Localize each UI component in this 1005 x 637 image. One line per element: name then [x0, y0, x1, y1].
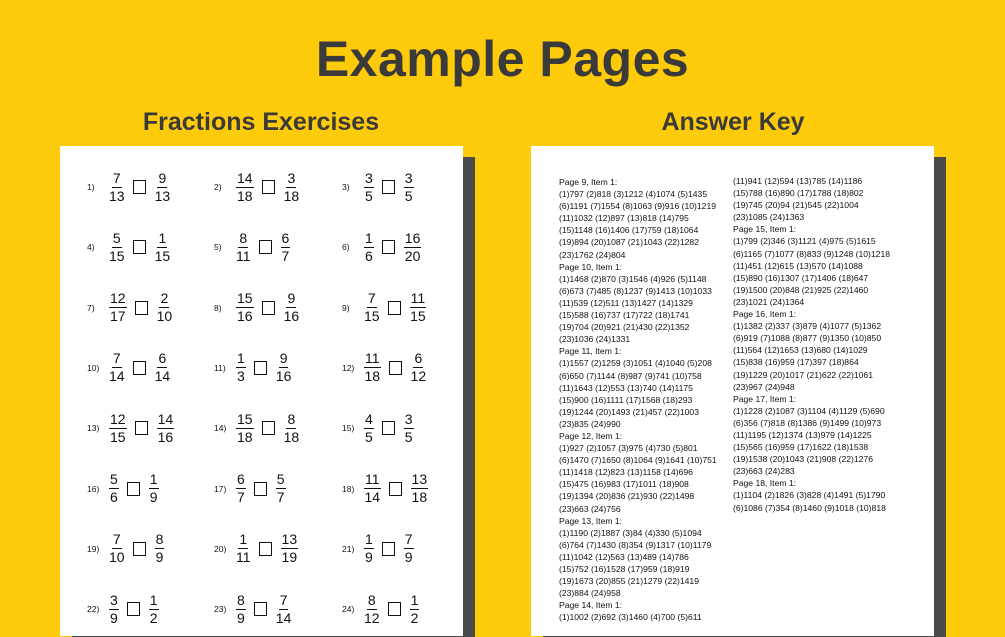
- answer-section-header: Page 18, Item 1:: [733, 478, 797, 489]
- problem-item: [342, 587, 421, 631]
- comparison-box: [389, 482, 402, 496]
- fraction-left: [236, 532, 251, 565]
- answer-line: (11)564 (12)1653 (13)680 (14)1029: [733, 345, 868, 356]
- problem-number: 17): [214, 483, 227, 494]
- problem-item: [214, 165, 301, 209]
- fraction-right: [284, 412, 300, 445]
- problem-item: [342, 346, 428, 390]
- fraction-left: [364, 351, 381, 384]
- problem-number: 9): [342, 302, 350, 313]
- fraction-left: [109, 171, 125, 204]
- numerator: 1: [149, 591, 158, 608]
- fraction-right: [284, 291, 300, 324]
- numerator: 8: [155, 531, 164, 548]
- answer-line: (6)1191 (7)1554 (8)1063 (9)916 (10)1219: [559, 201, 717, 212]
- numerator: 4: [365, 410, 373, 427]
- numerator: 3: [110, 591, 118, 608]
- comparison-box: [254, 602, 267, 616]
- numerator: 1: [158, 229, 167, 246]
- denominator: 9: [365, 549, 373, 566]
- answer-line: (6)764 (7)1430 (8)354 (9)1317 (10)1179: [559, 539, 712, 550]
- fractions-exercises-heading: Fractions Exercises: [142, 108, 380, 136]
- problem-item: [87, 346, 172, 390]
- fraction-right: [410, 593, 420, 626]
- answer-line: (1)1002 (2)692 (3)1460 (4)700 (5)611: [559, 612, 702, 623]
- answer-line: (23)1036 (24)1331: [559, 334, 631, 345]
- answer-section-header: Page 9, Item 1:: [559, 177, 618, 187]
- comparison-box: [262, 301, 275, 315]
- denominator: 11: [236, 247, 251, 264]
- answer-line: (11)1032 (12)897 (13)818 (14)795: [559, 213, 689, 224]
- denominator: 9: [404, 549, 413, 566]
- fraction-right: [411, 351, 427, 384]
- problem-number: 12): [342, 362, 355, 373]
- answer-section-header: Page 12, Item 1:: [559, 430, 623, 441]
- fraction-left: [364, 412, 374, 445]
- fraction-left: [236, 351, 246, 384]
- numerator: 8: [239, 229, 248, 246]
- answer-line: (23)967 (24)948: [733, 381, 795, 392]
- answer-section-header: Page 11, Item 1:: [559, 346, 622, 357]
- comparison-box: [133, 542, 146, 556]
- comparison-box: [133, 240, 146, 254]
- answer-line: (11)1418 (12)823 (13)1158 (14)696: [559, 467, 693, 478]
- answer-line: (6)1086 (7)354 (8)1460 (9)1018 (10)818: [733, 502, 886, 513]
- answer-section-header: Page 13, Item 1:: [559, 515, 623, 526]
- fraction-left: [109, 351, 125, 384]
- fraction-right: [155, 532, 165, 565]
- answer-section-header: Page 15, Item 1:: [733, 224, 797, 235]
- numerator: 9: [158, 169, 167, 186]
- answer-line: (19)1394 (20)836 (21)930 (22)1498: [559, 491, 695, 502]
- worksheet-page: [60, 146, 463, 636]
- denominator: 19: [281, 549, 298, 566]
- fraction-right: [155, 231, 171, 264]
- problem-item: [342, 225, 423, 269]
- fraction-right: [404, 532, 414, 565]
- denominator: 18: [364, 368, 381, 385]
- answer-line: (15)588 (16)737 (17)722 (18)1741: [559, 310, 690, 321]
- fraction-left: [236, 412, 254, 445]
- numerator: 15: [237, 290, 253, 307]
- comparison-box: [127, 602, 140, 616]
- numerator: 1: [365, 229, 373, 246]
- problem-item: [342, 527, 416, 571]
- answer-section-header: Page 14, Item 1:: [559, 600, 623, 611]
- comparison-box: [262, 421, 275, 435]
- answer-line: (15)565 (16)959 (17)1622 (18)1538: [733, 442, 869, 453]
- answer-line: (15)1148 (16)1406 (17)759 (18)1064: [559, 225, 699, 236]
- fraction-left: [109, 291, 127, 324]
- problem-item: [87, 165, 172, 209]
- problem-item: [214, 406, 301, 450]
- answer-line: (23)884 (24)958: [559, 588, 621, 599]
- numerator: 5: [276, 471, 285, 487]
- answer-line: (6)1165 (7)1077 (8)833 (9)1248 (10)1218: [733, 248, 891, 259]
- numerator: 15: [237, 410, 253, 427]
- answer-line: (15)752 (16)1528 (17)959 (18)919: [559, 564, 690, 574]
- answer-line: (1)1382 (2)337 (3)879 (4)1077 (5)1362: [733, 321, 882, 332]
- denominator: 14: [275, 609, 292, 626]
- problem-number: 5): [214, 242, 222, 253]
- denominator: 15: [154, 247, 171, 264]
- numerator: 7: [279, 591, 288, 608]
- problem-number: 19): [87, 543, 100, 554]
- problem-number: 14): [214, 423, 227, 434]
- answer-line: (1)927 (2)1057 (3)975 (4)730 (5)801: [559, 443, 698, 454]
- denominator: 16: [157, 428, 174, 445]
- numerator: 2: [160, 290, 169, 307]
- numerator: 7: [112, 531, 121, 548]
- answer-line: (11)1042 (12)563 (13)489 (14)786: [559, 551, 689, 562]
- numerator: 6: [158, 350, 167, 367]
- denominator: 9: [155, 549, 164, 566]
- denominator: 18: [237, 428, 253, 445]
- numerator: 8: [367, 591, 376, 608]
- answer-line: (23)1085 (24)1363: [733, 212, 805, 223]
- problem-item: [214, 346, 293, 390]
- numerator: 3: [287, 169, 296, 186]
- fraction-left: [236, 472, 246, 505]
- comparison-box: [388, 602, 401, 616]
- problem-number: 10): [87, 362, 100, 373]
- numerator: 12: [110, 410, 126, 427]
- denominator: 14: [154, 368, 171, 385]
- denominator: 17: [110, 308, 126, 325]
- fraction-left: [364, 231, 374, 264]
- numerator: 3: [365, 169, 373, 186]
- comparison-box: [127, 482, 140, 496]
- fraction-right: [404, 171, 414, 204]
- fraction-left: [236, 593, 246, 626]
- answer-line: (23)663 (24)756: [559, 503, 621, 514]
- answer-column-1: [559, 176, 717, 623]
- comparison-box: [382, 240, 395, 254]
- numerator: 7: [112, 169, 121, 186]
- fraction-left: [236, 231, 251, 264]
- numerator: 12: [110, 290, 126, 307]
- problem-number: 6): [342, 242, 350, 253]
- fraction-left: [109, 231, 125, 264]
- comparison-box: [388, 301, 401, 315]
- problem-number: 16): [87, 483, 100, 494]
- comparison-box: [135, 421, 148, 435]
- answer-line: (15)890 (16)1307 (17)1406 (18)647: [733, 272, 869, 283]
- problem-number: 3): [342, 182, 350, 192]
- problem-number: 1): [87, 182, 95, 192]
- denominator: 16: [237, 308, 253, 325]
- problem-item: [87, 406, 176, 450]
- answer-line: (1)1104 (2)1826 (3)828 (4)1491 (5)1790: [733, 490, 886, 501]
- denominator: 14: [364, 489, 381, 505]
- problem-item: [214, 286, 301, 330]
- denominator: 14: [109, 368, 125, 385]
- denominator: 2: [149, 609, 158, 626]
- denominator: 15: [364, 308, 380, 325]
- numerator: 9: [279, 350, 288, 367]
- numerator: 5: [112, 229, 121, 246]
- answer-line: (23)1021 (24)1364: [733, 296, 805, 307]
- numerator: 1: [410, 591, 419, 608]
- answer-line: (1)1468 (2)870 (3)1546 (4)926 (5)1148: [559, 273, 707, 284]
- problem-number: 22): [87, 604, 100, 615]
- answer-line: (11)941 (12)594 (13)785 (14)1186: [733, 176, 863, 186]
- numerator: 16: [404, 229, 421, 246]
- fraction-right: [281, 532, 299, 565]
- problem-item: [342, 165, 416, 209]
- problem-number: 8): [214, 302, 222, 313]
- problem-item: [214, 587, 293, 631]
- numerator: 11: [365, 350, 380, 367]
- answer-line: (6)356 (7)818 (8)1386 (9)1499 (10)973: [733, 417, 882, 428]
- comparison-box: [382, 180, 395, 194]
- denominator: 2: [410, 609, 419, 626]
- numerator: 8: [287, 410, 296, 427]
- denominator: 18: [283, 187, 300, 204]
- problem-item: [87, 225, 172, 269]
- denominator: 18: [237, 187, 253, 204]
- fraction-right: [404, 412, 414, 445]
- answer-section-header: Page 17, Item 1:: [733, 393, 797, 404]
- fraction-right: [410, 291, 427, 324]
- problem-item: [342, 406, 416, 450]
- denominator: 15: [109, 247, 125, 264]
- problem-item: [87, 286, 174, 330]
- fraction-right: [276, 593, 292, 626]
- denominator: 12: [410, 368, 427, 385]
- fraction-right: [155, 351, 171, 384]
- fraction-left: [109, 472, 119, 505]
- numerator: 11: [365, 471, 380, 487]
- problem-item: [342, 467, 430, 511]
- answer-line: (19)704 (20)921 (21)430 (22)1352: [559, 322, 690, 333]
- fraction-left: [364, 472, 381, 505]
- answer-line: (11)1195 (12)1374 (13)979 (14)1225: [733, 429, 872, 440]
- comparison-box: [259, 542, 272, 556]
- comparison-box: [254, 361, 267, 375]
- denominator: 7: [276, 489, 285, 505]
- answer-line: (19)1673 (20)855 (21)1279 (22)1419: [559, 576, 699, 587]
- denominator: 10: [109, 549, 125, 566]
- denominator: 9: [149, 489, 158, 505]
- comparison-box: [133, 361, 146, 375]
- numerator: 13: [281, 531, 298, 548]
- denominator: 12: [364, 609, 380, 626]
- comparison-box: [382, 542, 395, 556]
- answer-line: (15)788 (16)890 (17)1788 (18)802: [733, 188, 864, 199]
- answer-line: (23)663 (24)283: [733, 466, 795, 477]
- answer-line: (15)475 (16)983 (17)1011 (18)908: [559, 479, 689, 490]
- fraction-right: [404, 231, 422, 264]
- numerator: 3: [404, 410, 413, 427]
- fraction-left: [364, 291, 380, 324]
- answer-line: (19)894 (20)1087 (21)1043 (22)1282: [559, 237, 699, 248]
- answer-line: (23)1762 (24)804: [559, 249, 626, 260]
- fraction-right: [276, 351, 292, 384]
- denominator: 16: [275, 368, 292, 385]
- numerator: 7: [367, 290, 376, 307]
- problem-number: 2): [214, 182, 222, 192]
- numerator: 6: [414, 350, 423, 367]
- denominator: 3: [237, 368, 245, 385]
- denominator: 13: [154, 187, 171, 204]
- numerator: 1: [239, 531, 248, 548]
- denominator: 16: [283, 308, 300, 325]
- answer-section-header: Page 10, Item 1:: [559, 261, 623, 272]
- numerator: 1: [149, 471, 158, 487]
- answer-section-header: Page 16, Item 1:: [733, 309, 797, 320]
- answer-line: (23)835 (24)990: [559, 418, 621, 429]
- fraction-right: [155, 171, 171, 204]
- fraction-right: [276, 472, 286, 505]
- denominator: 11: [236, 549, 251, 566]
- fraction-right: [157, 412, 175, 445]
- fraction-right: [149, 593, 159, 626]
- problem-item: [214, 527, 300, 571]
- answer-line: (1)799 (2)346 (3)1121 (4)975 (5)1615: [733, 236, 876, 247]
- fraction-right: [157, 291, 173, 324]
- denominator: 13: [109, 187, 125, 204]
- comparison-box: [389, 361, 402, 375]
- comparison-box: [382, 421, 395, 435]
- answer-line: (1)1557 (2)1259 (3)1051 (4)1040 (5)208: [559, 358, 712, 369]
- fraction-left: [364, 593, 380, 626]
- fraction-left: [109, 412, 127, 445]
- comparison-box: [133, 180, 146, 194]
- numerator: 6: [281, 229, 290, 246]
- answer-line: (19)1538 (20)1043 (21)908 (22)1276: [733, 454, 873, 465]
- problem-number: 20): [214, 543, 227, 554]
- denominator: 10: [156, 308, 173, 325]
- problem-item: [214, 225, 292, 269]
- answer-line: (15)900 (16)1111 (17)1568 (18)293: [559, 394, 693, 405]
- problem-item: [87, 527, 166, 571]
- fraction-left: [109, 593, 119, 626]
- denominator: 5: [365, 428, 373, 445]
- denominator: 18: [411, 489, 428, 505]
- numerator: 9: [287, 290, 296, 307]
- fraction-left: [364, 532, 374, 565]
- problem-item: [87, 467, 161, 511]
- answer-line: (11)539 (12)511 (13)1427 (14)1329: [559, 297, 693, 308]
- answer-line: (1)1228 (2)1087 (3)1104 (4)1129 (5)690: [733, 405, 885, 416]
- problem-item: [87, 587, 161, 631]
- denominator: 7: [281, 247, 290, 264]
- problem-number: 21): [342, 543, 355, 554]
- numerator: 7: [112, 350, 121, 367]
- answer-line: (11)1643 (12)553 (13)740 (14)1175: [559, 382, 693, 393]
- denominator: 5: [404, 187, 413, 204]
- answer-key-page: [531, 146, 934, 636]
- numerator: 1: [365, 531, 373, 548]
- answer-line: (19)1244 (20)1493 (21)457 (22)1003: [559, 406, 699, 417]
- problem-number: 7): [87, 302, 95, 313]
- answer-line: (6)673 (7)485 (8)1237 (9)1413 (10)1033: [559, 285, 712, 296]
- denominator: 9: [110, 609, 118, 626]
- denominator: 6: [110, 489, 118, 505]
- comparison-box: [262, 180, 275, 194]
- answer-line: (6)1470 (7)1650 (8)1064 (9)1641 (10)751: [559, 455, 717, 466]
- numerator: 1: [237, 350, 245, 367]
- denominator: 18: [283, 428, 300, 445]
- denominator: 15: [410, 308, 426, 325]
- denominator: 5: [365, 187, 373, 204]
- fraction-right: [149, 472, 159, 505]
- numerator: 14: [157, 410, 174, 427]
- problem-number: 24): [342, 604, 355, 615]
- comparison-box: [254, 482, 267, 496]
- answer-line: (11)451 (12)615 (13)570 (14)1088: [733, 260, 863, 271]
- fraction-right: [284, 171, 300, 204]
- numerator: 5: [110, 471, 118, 487]
- answer-line: (6)919 (7)1088 (8)877 (9)1350 (10)850: [733, 333, 882, 344]
- numerator: 7: [404, 531, 413, 548]
- numerator: 6: [237, 471, 245, 487]
- denominator: 20: [404, 247, 421, 264]
- answer-line: (19)1229 (20)1017 (21)622 (22)1061: [733, 369, 873, 380]
- comparison-box: [259, 240, 272, 254]
- problem-number: 23): [214, 604, 227, 615]
- page-title: Example Pages: [315, 31, 690, 87]
- problem-number: 15): [342, 423, 355, 434]
- fraction-right: [281, 231, 291, 264]
- denominator: 5: [404, 428, 413, 445]
- answer-line: (1)797 (2)818 (3)1212 (4)1074 (5)1435: [559, 189, 708, 200]
- fraction-left: [364, 171, 374, 204]
- problem-number: 4): [87, 242, 95, 253]
- answer-line: (19)745 (20)94 (21)545 (22)1004: [733, 200, 859, 211]
- fraction-left: [109, 532, 125, 565]
- numerator: 3: [404, 169, 413, 186]
- problem-item: [342, 286, 428, 330]
- numerator: 8: [237, 591, 245, 608]
- answer-line: (19)1500 (20)848 (21)925 (22)1460: [733, 284, 869, 295]
- numerator: 13: [411, 471, 428, 487]
- answer-line: (1)1190 (2)1887 (3)84 (4)330 (5)1094: [559, 527, 702, 538]
- denominator: 15: [110, 428, 126, 445]
- answer-line: (15)838 (16)959 (17)397 (18)864: [733, 357, 859, 368]
- denominator: 7: [237, 489, 245, 505]
- answer-line: (6)650 (7)1144 (8)987 (9)741 (10)758: [559, 370, 702, 381]
- problem-number: 11): [214, 362, 226, 373]
- denominator: 9: [237, 609, 245, 626]
- numerator: 14: [237, 169, 253, 186]
- problem-item: [214, 467, 288, 511]
- problem-number: 18): [342, 483, 355, 494]
- fraction-left: [236, 291, 254, 324]
- fraction-right: [411, 472, 429, 505]
- problem-number: 13): [87, 423, 100, 434]
- comparison-box: [135, 301, 148, 315]
- answer-key-heading: Answer Key: [661, 108, 805, 136]
- numerator: 11: [410, 290, 426, 307]
- answer-column-2: [733, 175, 890, 514]
- denominator: 6: [365, 247, 373, 264]
- fraction-left: [236, 171, 254, 204]
